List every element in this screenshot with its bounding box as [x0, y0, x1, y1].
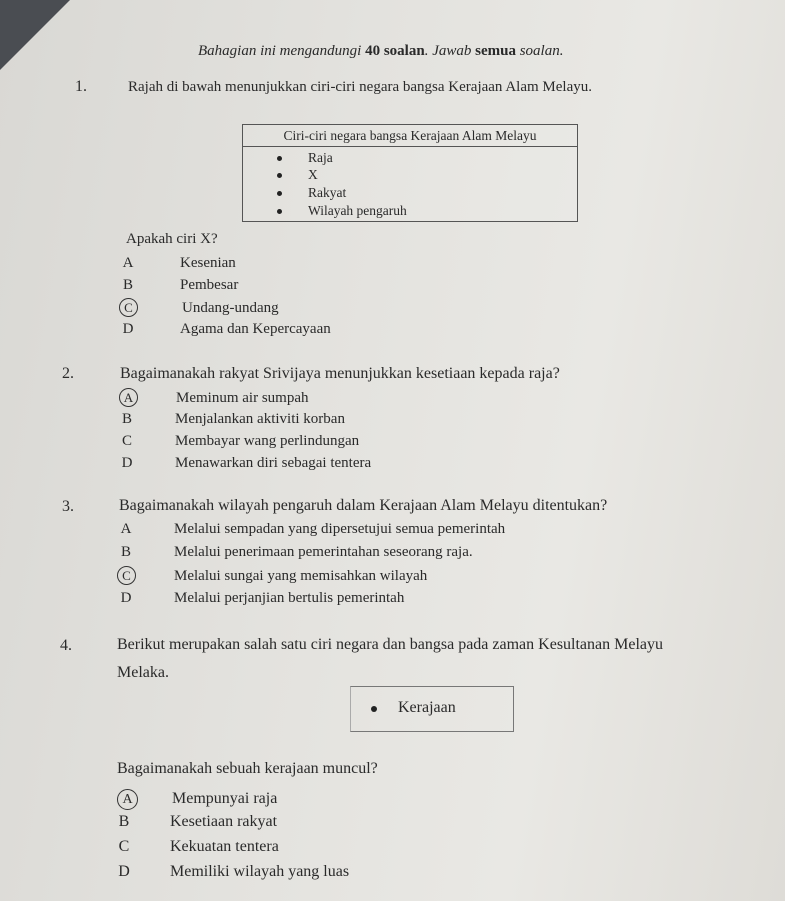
bullet-icon [371, 706, 377, 712]
option-row[interactable] [117, 432, 359, 450]
option-text: Melalui penerimaan pemerintahan seseorang raja. [174, 544, 473, 560]
option-row[interactable] [116, 520, 505, 538]
option-letter: B [120, 544, 131, 560]
question-4-stem-continued: Melaka. [117, 664, 169, 681]
bullet-icon [277, 173, 282, 178]
option-letter: C [121, 433, 132, 449]
bullet-icon [277, 209, 282, 214]
option-row[interactable] [119, 298, 279, 317]
option-text: Menawarkan diri sebagai tentera [175, 455, 372, 471]
instruction-text: Bahagian ini mengandungi [198, 43, 366, 59]
option-letter: D [122, 321, 134, 337]
option-row[interactable] [114, 813, 277, 831]
option-text: Kekuatan tentera [170, 838, 279, 855]
option-text: Memiliki wilayah yang luas [170, 863, 350, 880]
dark-corner [0, 0, 70, 70]
option-letter: C [118, 838, 130, 855]
circled-option-letter: A [117, 789, 138, 810]
option-letter: D [121, 455, 133, 471]
question-1-table [242, 124, 578, 222]
question-1-prompt: Apakah ciri X? [126, 231, 218, 247]
circled-option-letter: C [119, 298, 138, 317]
table-header: Ciri-ciri negara bangsa Kerajaan Alam Melayu [243, 125, 577, 147]
option-text: Melalui sempadan yang dipersetujui semua pemerintah [174, 521, 506, 537]
question-4-stem: Berikut merupakan salah satu ciri negara dan bangsa pada zaman Kesultanan Melayu [117, 636, 664, 653]
instruction-all: semua [475, 43, 516, 59]
instruction-text: . Jawab [424, 43, 476, 59]
option-row[interactable] [117, 566, 427, 585]
option-letter: A [122, 255, 134, 271]
question-4-prompt: Bagaimanakah sebuah kerajaan muncul? [117, 760, 378, 777]
question-4-box [350, 686, 514, 732]
option-text: Kesetiaan rakyat [170, 813, 278, 830]
option-letter: B [118, 813, 130, 830]
table-row: Rakyat [277, 185, 346, 201]
option-text: Kesenian [180, 255, 236, 271]
question-3-stem: Bagaimanakah wilayah pengaruh dalam Kerajaan Alam Melayu ditentukan? [119, 497, 608, 514]
question-2-stem: Bagaimanakah rakyat Srivijaya menunjukkan kesetiaan kepada raja? [120, 365, 560, 382]
option-text: Agama dan Kepercayaan [180, 321, 331, 337]
instruction-count: 40 soalan [365, 43, 425, 59]
circled-option-letter: C [117, 566, 136, 585]
option-text: Menjalankan aktiviti korban [175, 411, 345, 427]
question-3-number: 3. [62, 498, 74, 515]
question-1-stem: Rajah di bawah menunjukkan ciri-ciri negara bangsa Kerajaan Alam Melayu. [128, 79, 592, 95]
option-row[interactable] [117, 789, 277, 810]
table-row: X [277, 167, 318, 183]
circled-option-letter: A [119, 388, 138, 407]
option-row[interactable] [119, 388, 308, 407]
question-2-number: 2. [62, 365, 74, 382]
option-row[interactable] [118, 254, 236, 272]
table-row: Raja [277, 150, 333, 166]
option-letter: D [120, 590, 132, 606]
option-letter: A [120, 521, 132, 537]
option-row[interactable] [114, 863, 349, 881]
bullet-icon [277, 156, 282, 161]
option-text: Melalui sungai yang memisahkan wilayah [174, 568, 428, 584]
table-row: Wilayah pengaruh [277, 203, 407, 219]
option-row[interactable] [114, 838, 279, 856]
section-instruction [198, 43, 563, 60]
option-row[interactable] [118, 320, 331, 338]
question-4-number: 4. [60, 637, 72, 654]
box-text: Kerajaan [398, 699, 456, 716]
bullet-icon [277, 191, 282, 196]
option-text: Mempunyai raja [172, 790, 278, 807]
option-text: Melalui perjanjian bertulis pemerintah [174, 590, 405, 606]
option-row[interactable] [117, 410, 345, 428]
option-text: Membayar wang perlindungan [175, 433, 360, 449]
option-row[interactable] [117, 454, 371, 472]
option-text: Pembesar [180, 277, 239, 293]
question-1-number: 1. [75, 78, 87, 95]
option-text: Meminum air sumpah [176, 390, 309, 406]
option-letter: B [122, 277, 133, 293]
instruction-text: soalan. [515, 43, 564, 59]
option-row[interactable] [116, 589, 404, 607]
option-row[interactable] [116, 543, 473, 561]
option-row[interactable] [118, 276, 238, 294]
option-letter: D [118, 863, 130, 880]
option-letter: B [121, 411, 132, 427]
option-text: Undang-undang [182, 300, 279, 316]
